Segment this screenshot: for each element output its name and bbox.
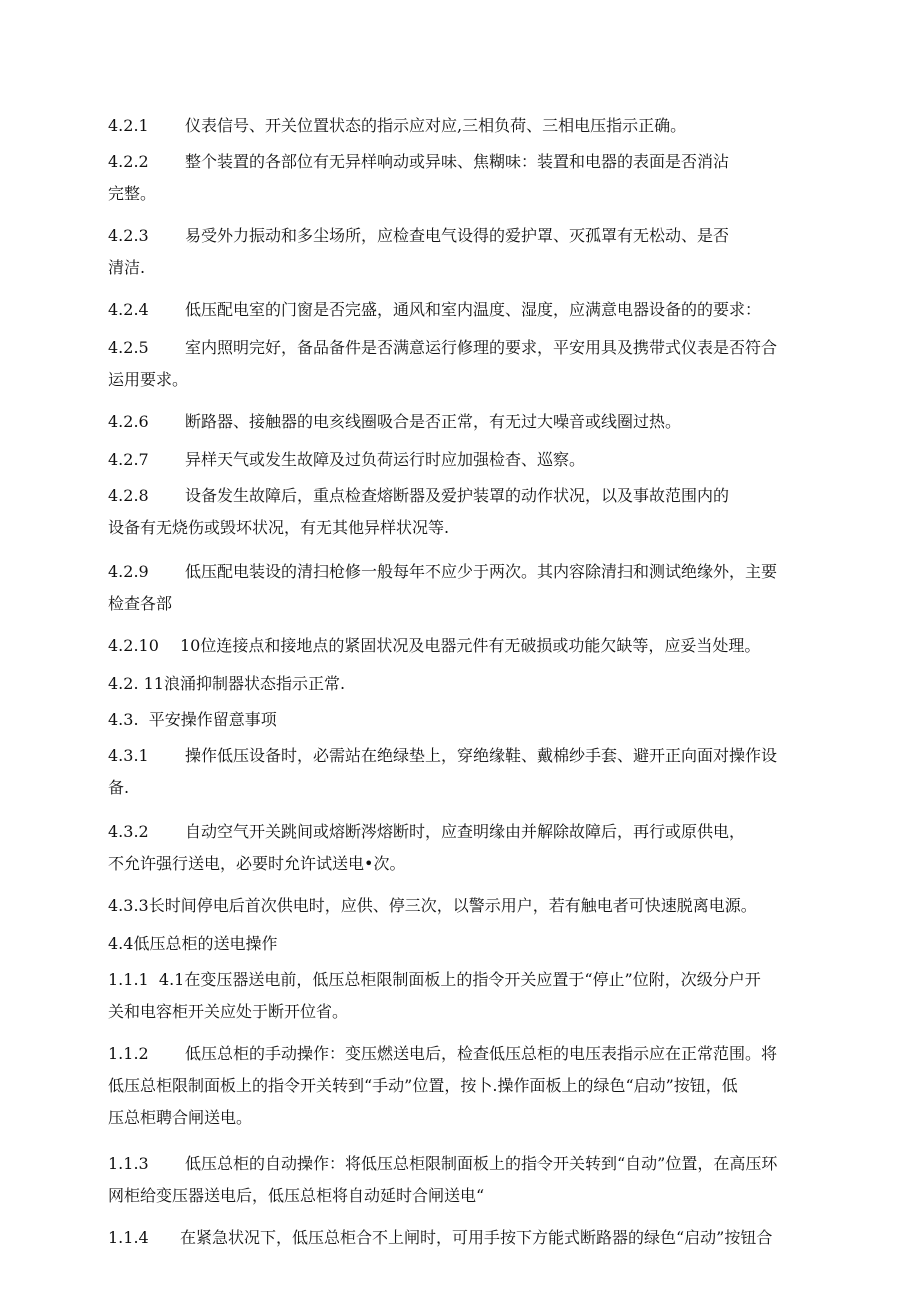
paragraph-text: 关和电容柜开关应处于断开位省。 xyxy=(108,1002,349,1021)
paragraph-4-2-1 xyxy=(108,116,820,136)
paragraph-4-2-2 xyxy=(108,152,820,204)
paragraph-text: 设备有无烧伤或毁坏状况，有无其他异样状况等. xyxy=(108,518,450,537)
paragraph-text: 自动空气开关跳间或熔断涔熔断时，应查明缘由并解除故障后，再行或原供电， xyxy=(185,822,746,841)
clause-number: 4.2.2 xyxy=(108,152,149,171)
paragraph-4-2-4 xyxy=(108,300,820,320)
paragraph-text: 低压配电室的门窗是否完盛，通风和室内温度、湿度，应满意电器设备的的要求： xyxy=(185,300,762,319)
clause-number: 4.2.7 xyxy=(108,450,149,469)
paragraph-text: 完整。 xyxy=(108,184,157,203)
paragraph-text: 10位连接点和接地点的紧固状况及电器元件有无破损或功能欠缺等，应妥当处理。 xyxy=(180,636,761,655)
paragraph-text: 低压配电装设的清扫枪修一般每年不应少于两次。其内容除清扫和测试绝缘外，主要 xyxy=(185,562,778,581)
clause-number: 1.1.3 xyxy=(108,1154,149,1173)
clause-number: 1.1.4 xyxy=(108,1228,149,1247)
paragraph-4-2-8 xyxy=(108,486,820,538)
paragraph-4-2-6 xyxy=(108,412,820,432)
clause-number: 4.2.9 xyxy=(108,562,149,581)
paragraph-text: 仪表信号、开关位置状态的指示应对应,三相负荷、三相电压指示正确。 xyxy=(185,116,687,135)
clause-number: 4.2.5 xyxy=(108,338,149,357)
paragraph-text: 设备发生故障后，重点检查熔断器及爱护装罩的动作状况，以及事故范围内的 xyxy=(185,486,730,505)
clause-number: 4.2.6 xyxy=(108,412,149,431)
paragraph-text: 1.1.1 4.1在变压器送电前，低压总柜限制面板上的指令开关应置于“停止”位附，次级分户开 xyxy=(108,970,761,989)
paragraph-4-2-10 xyxy=(108,636,820,656)
paragraph-4-2-11 xyxy=(108,674,820,694)
clause-number: 1.1.2 xyxy=(108,1044,149,1063)
paragraph-text: 室内照明完好，备品备件是否满意运行修理的要求，平安用具及携带式仪表是否符合 xyxy=(185,338,778,357)
paragraph-4-3-1 xyxy=(108,746,820,798)
paragraph-4-2-5 xyxy=(108,338,820,390)
paragraph-text: 压总柜聘合闸送电。 xyxy=(108,1108,253,1127)
paragraph-text: 低压总柜的自动操作：将低压总柜限制面板上的指令开关转到“自动”位置，在高压环 xyxy=(185,1154,778,1173)
paragraph-4-2-9 xyxy=(108,562,820,614)
paragraph-text: 低压总柜限制面板上的指令开关转到“手动”位置，按卜.操作面板上的绿色“启动”按钮，低 xyxy=(108,1076,738,1095)
section-heading: 4.4低压总柜的送电操作 xyxy=(108,934,278,953)
clause-number: 4.2.1 xyxy=(108,116,149,135)
paragraph-text: 备. xyxy=(108,778,130,797)
paragraph-text: 4.2. 11浪涌抑制器状态指示正常. xyxy=(108,674,346,693)
paragraph-text: 断路器、接触器的电亥线圈吸合是否正常，有无过大噪音或线圈过热。 xyxy=(185,412,682,431)
paragraph-text: 网柜给变压器送电后，低压总柜将自动延时合闸送电“ xyxy=(108,1186,485,1205)
paragraph-text: 清洁. xyxy=(108,258,146,277)
paragraph-4-2-7 xyxy=(108,450,820,470)
paragraph-1-1-3 xyxy=(108,1154,820,1206)
paragraph-text: 易受外力振动和多尘场所，应检查电气设得的爱护罩、灭孤罩有无松动、是否 xyxy=(185,226,730,245)
paragraph-text: 不允许强行送电，必要时允许试送电•次。 xyxy=(108,854,406,873)
paragraph-text: 操作低压设备时，必需站在绝绿垫上，穿绝缘鞋、戴棉纱手套、避开正向面对操作设 xyxy=(185,746,778,765)
paragraph-text: 整个装置的各部位有无异样响动或异味、焦糊味：装置和电器的表面是否消沾 xyxy=(185,152,730,171)
paragraph-text: 异样天气或发生故障及过负荷运行时应加强检杳、巡察。 xyxy=(185,450,586,469)
paragraph-4-2-3 xyxy=(108,226,820,278)
paragraph-text: 低压总柜的手动操作：变压燃送电后，检查低压总柜的电压表指示应在正常范围。将 xyxy=(185,1044,778,1063)
paragraph-text: 在紧急状况下，低压总柜合不上闸时，可用手按下方能式断路器的绿色“启动”按钮合 xyxy=(180,1228,773,1247)
section-heading: 4.3. 平安操作留意事项 xyxy=(108,710,277,729)
clause-number: 4.3.2 xyxy=(108,822,149,841)
paragraph-text: 检查各部 xyxy=(108,594,173,613)
section-heading-4-3 xyxy=(108,710,820,730)
clause-number: 4.2.8 xyxy=(108,486,149,505)
paragraph-text: 运用要求。 xyxy=(108,370,189,389)
clause-number: 4.3.1 xyxy=(108,746,149,765)
paragraph-1-1-1 xyxy=(108,970,820,1022)
clause-number: 4.2.10 xyxy=(108,636,159,655)
paragraph-1-1-4 xyxy=(108,1228,820,1248)
paragraph-4-3-2 xyxy=(108,822,820,874)
clause-number: 4.2.3 xyxy=(108,226,149,245)
paragraph-text: 4.3.3长时间停电后首次供电时，应供、停三次，以警示用户，若有触电者可快速脱离电源。 xyxy=(108,896,757,915)
paragraph-1-1-2 xyxy=(108,1044,820,1128)
clause-number: 4.2.4 xyxy=(108,300,149,319)
paragraph-4-3-3 xyxy=(108,896,820,916)
section-heading-4-4 xyxy=(108,934,820,954)
